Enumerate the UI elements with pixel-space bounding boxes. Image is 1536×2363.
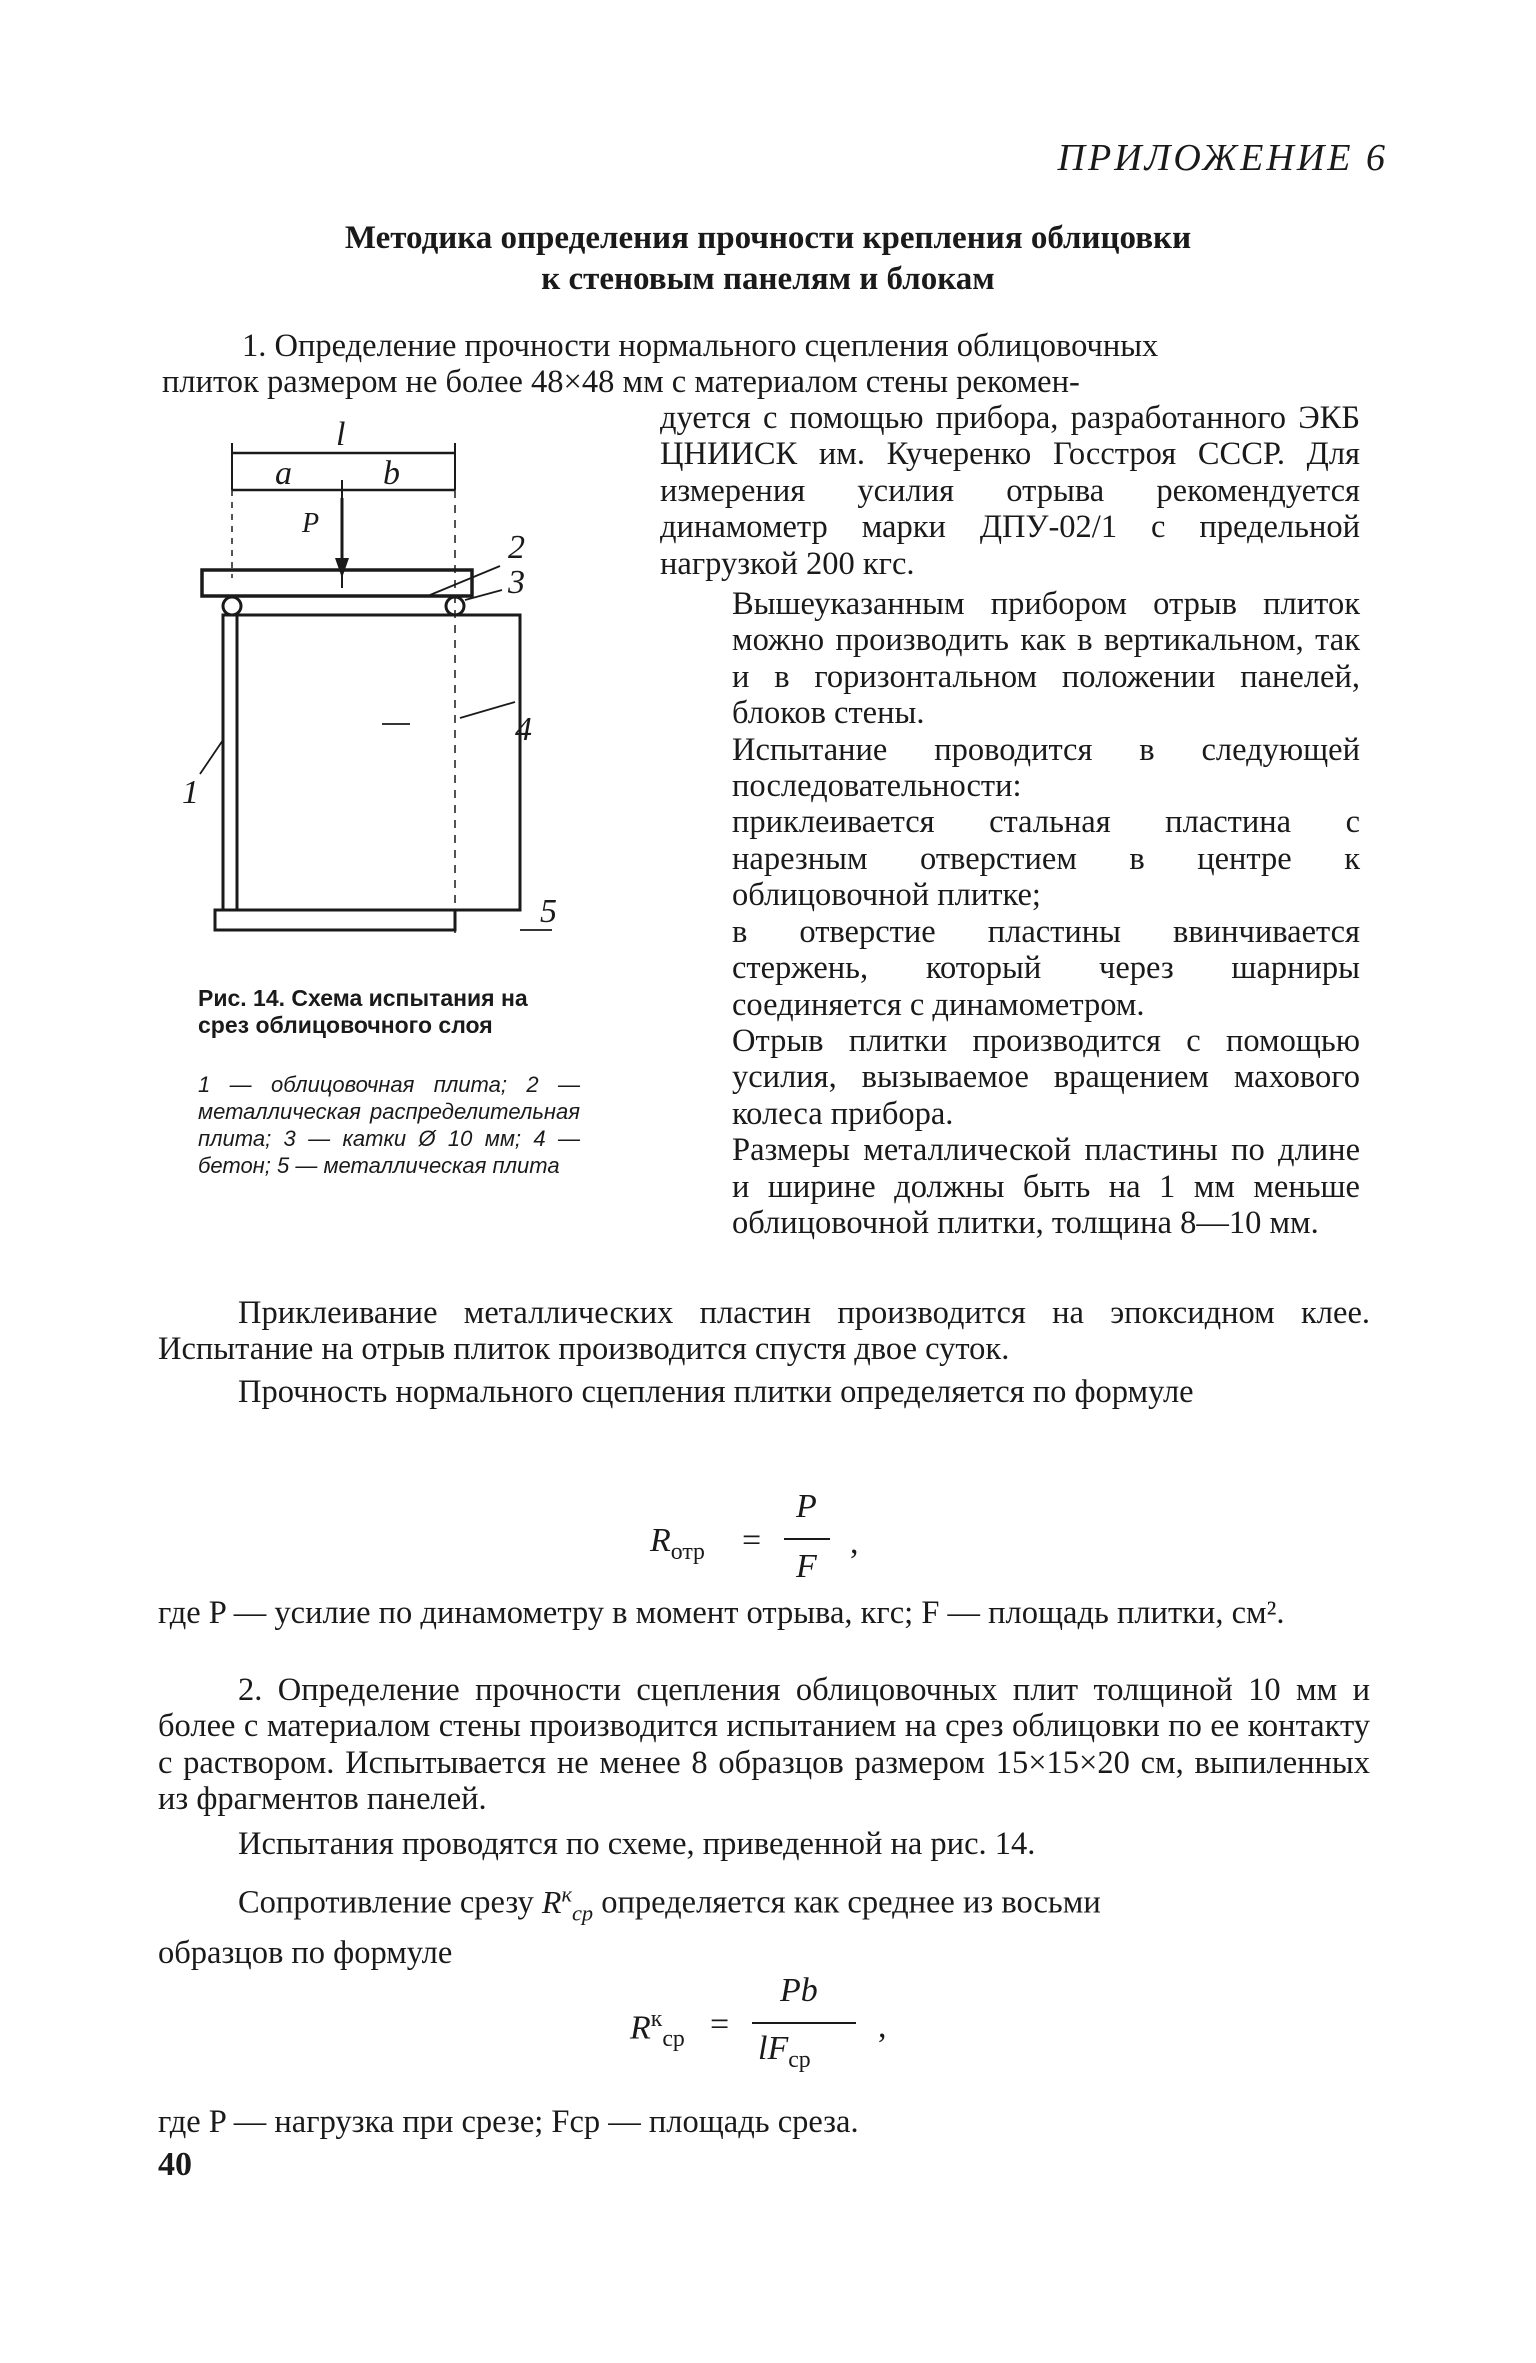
- figure-caption-legend: 1 — облицовочная плита; 2 — металлическая распределительная плита; 3 — катки Ø 10 мм; 4 — бетон; 5 — металлическая плита: [198, 1072, 580, 1178]
- formula2-numerator: Pb: [780, 1972, 818, 2009]
- formula1-numerator: P: [796, 1488, 817, 1525]
- force-paragraph: Отрыв плитки производится с помощью усилия, вызываемое вращением махового колеса прибора.: [732, 1022, 1360, 1132]
- step-2: в отверстие пластины ввинчивается стержень, который через шарниры соединяется с динамометром.: [732, 913, 1360, 1023]
- base-plate: [215, 910, 455, 930]
- formula1-comma: ,: [850, 1524, 859, 1561]
- intro-line-2: плиток размером не более 48×48 мм с материалом стены рекомен-: [162, 364, 1080, 401]
- roller-left: [223, 597, 241, 615]
- right-column: [660, 400, 1360, 1241]
- formula2-equals: =: [710, 2006, 730, 2043]
- label-5: 5: [540, 893, 557, 930]
- section-title: Методика определения прочности крепления облицовки: [344, 220, 1192, 256]
- label-4: 4: [515, 711, 532, 748]
- step-1: приклеивается стальная пластина с нарезным отверстием в центре к облицовочной плитке;: [732, 804, 1360, 914]
- formula2-denominator: $lF_{ср}$: [758, 2030, 811, 2073]
- label-a: a: [275, 455, 292, 492]
- formula1-lhs: $R_{отр}$: [650, 1522, 705, 1565]
- concrete-block: [237, 615, 520, 910]
- page-number: 40: [158, 2146, 192, 2183]
- label-l: l: [336, 418, 346, 453]
- formula2-where: где P — нагрузка при срезе; Fср — площадь среза.: [158, 2104, 859, 2140]
- section2-paragraph3-line2: образцов по формуле: [158, 1935, 453, 1972]
- leader-1: [200, 740, 223, 774]
- shear-symbol: $R^к_{ср}$: [541, 1881, 594, 1926]
- section2-paragraph2: Испытания проводятся по схеме, приведенной на рис. 14.: [238, 1825, 1036, 1862]
- glue-paragraph: Приклеивание металлических пластин производится на эпоксидном клее. Испытание на отрыв плиток производится спустя двое суток.: [158, 1295, 1370, 1368]
- formula1-denominator: F: [796, 1548, 817, 1585]
- intro-line-1: 1. Определение прочности нормального сцепления облицовочных: [242, 328, 1159, 364]
- formula-adhesion: [650, 1488, 910, 1598]
- load-arrow-head: [335, 558, 349, 578]
- formula2-comma: ,: [878, 2008, 887, 2045]
- intro-paragraph: [162, 328, 1362, 401]
- formula-shear: [630, 1972, 950, 2082]
- label-1: 1: [182, 774, 199, 811]
- section2-paragraph3: Сопротивление срезу $R^к_{ср}$ определяется как среднее из восьми: [238, 1881, 1101, 1926]
- size-paragraph: Размеры металлической пластины по длине и ширине должны быть на 1 мм меньше облицовочной плитки, толщина 8—10 мм.: [732, 1132, 1360, 1241]
- formula1-equals: =: [742, 1522, 762, 1559]
- position-paragraph: Вышеуказанным прибором отрыв плиток можно производить как в вертикальном, так и в горизонтальном положении панелей, блоков стены.: [732, 586, 1360, 732]
- formula1-fraction-bar: [784, 1538, 830, 1540]
- device-paragraph: дуется с помощью прибора, разработанного ЭКБ ЦНИИСК им. Кучеренко Госстроя СССР. Для измерения усилия отрыва рекомендуется динамометр марки ДПУ-02/1 с предельной нагрузкой 200 кгс.: [660, 400, 1360, 582]
- label-2: 2: [508, 529, 525, 566]
- distribution-plate: [202, 570, 472, 596]
- leader-4: [460, 702, 515, 718]
- label-p: P: [302, 508, 320, 539]
- label-3: 3: [508, 564, 525, 601]
- section2-paragraph1: 2. Определение прочности сцепления облицовочных плит толщиной 10 мм и более с материалом стены производится испытанием на срез облицовки по ее контакту с раствором. Испытывается не менее 8 образцов размером 15×15×20 см, выпиленных из фрагментов панелей.: [158, 1672, 1370, 1818]
- facing-plate: [223, 615, 237, 910]
- sequence-paragraph: Испытание проводится в следующей последовательности:: [732, 731, 1360, 805]
- label-b: b: [383, 455, 400, 492]
- appendix-label: ПРИЛОЖЕНИЕ 6: [1057, 137, 1388, 179]
- formula2-fraction-bar: [752, 2022, 856, 2024]
- section2-block: [158, 1672, 1370, 1972]
- formula2-lhs: $R^к_{ср}$: [630, 2006, 685, 2053]
- figure-caption-title: Рис. 14. Схема испытания на срез облицовочного слоя: [198, 985, 528, 1038]
- formula-intro: Прочность нормального сцепления плитки определяется по формуле: [238, 1373, 1194, 1410]
- test-scheme-figure: [170, 418, 590, 958]
- formula1-where: где P — усилие по динамометру в момент отрыва, кгс; F — площадь плитки, см².: [158, 1595, 1285, 1631]
- glue-block: [158, 1295, 1370, 1410]
- section-title-line2: к стеновым панелям и блокам: [541, 261, 995, 297]
